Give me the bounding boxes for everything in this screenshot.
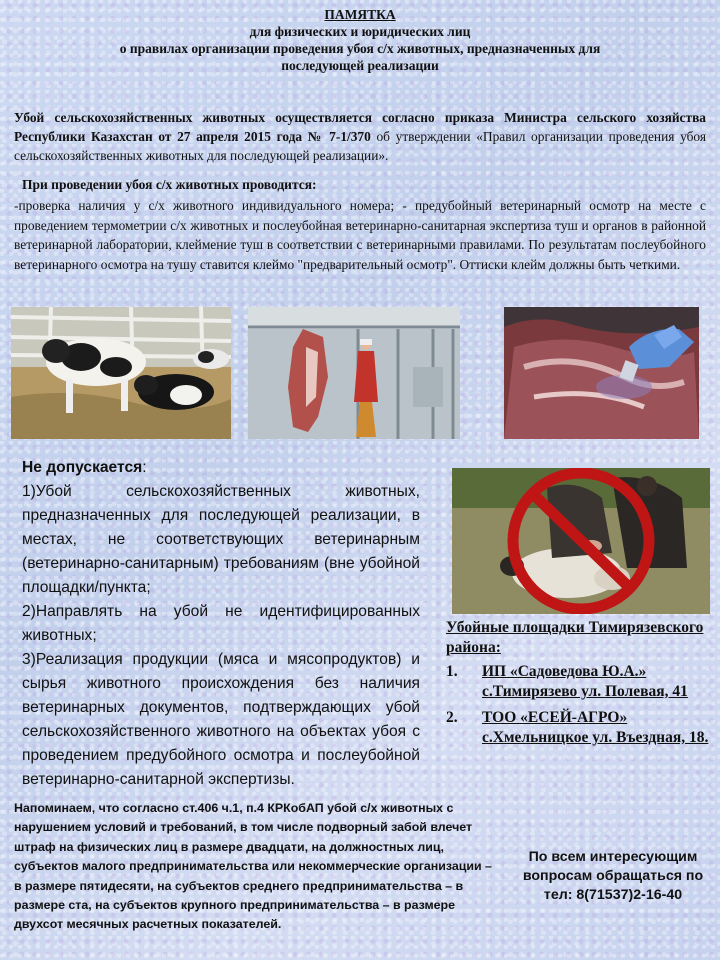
slaughter-places-list (446, 662, 714, 748)
contact-info: По всем интересующим вопросам обращаться по тел: 8(71537)2-16-40 (522, 849, 704, 903)
list-item-text: ТОО «ЕСЕЙ-АГРО» с.Хмельницкое ул. Въездная, 18. (482, 709, 709, 746)
list-item-text: ИП «Садоведова Ю.А.» с.Тимирязево ул. Полевая, 41 (482, 663, 688, 700)
slaughter-places-title: Убойные площадки Тимирязевского района: (446, 619, 704, 656)
slaughterhouse-photo (248, 307, 460, 439)
calves-photo (11, 307, 231, 439)
not-allowed-item-3: 3)Реализация продукции (мяса и мясопродуктов) и сырья животного происхождения без наличия ветеринарных документов, подтверждающих убой сельскохозяйственного животного на объектах убоя с проведением предубойного осмотра и послеубойной ветеринарно-санитарной экспертизы. (22, 651, 420, 788)
memo-subtitle-3: последующей реализации (281, 58, 439, 73)
procedure-title: При проведении убоя с/х животных проводится: (22, 177, 317, 192)
memo-title: ПАМЯТКА (324, 7, 396, 22)
list-item (446, 708, 714, 748)
prohibited-slaughter-photo (452, 468, 710, 614)
intro-bold: Убой сельскохозяйственных животных осуществляется согласно приказа Министра сельского хозяйства Республики Казахстан от 27 апреля 2015 года № 7-1/370 (14, 110, 706, 144)
not-allowed-title: Не допускается (22, 459, 143, 476)
intro-normal: об утверждении «Правил организации проведения убоя сельскохозяйственных животных для последующей реализации». (14, 129, 706, 163)
procedure-body: -проверка наличия у с/х животного индивидуального номера; - предубойный ветеринарный осмотр на месте с проведением термометрии с/х животных и послеубойная ветеринарно-санитарная экспертиза туш и органов в районной ветеринарной лаборатории, клеймение туш в соответствии с ветеринарными правилами. По результатам послеубойного ветеринарного осмотра на тушу ставится клеймо "предварительный осмотр". Оттиски клейм должны быть четкими. (14, 198, 706, 272)
memo-subtitle-2: о правилах организации проведения убоя с/х животных, предназначенных для (119, 41, 601, 56)
not-allowed-colon: : (142, 459, 147, 476)
not-allowed-section (22, 456, 420, 792)
slaughter-places-section (446, 618, 714, 754)
intro-paragraph (14, 108, 706, 165)
fine-notice: Напоминаем, что согласно ст.406 ч.1, п.4 КРКобАП убой с/х животных с нарушением условий и требований, в том числе подворный забой влечет штраф на физических лиц в размере двадцати, на должностных лиц, субъектов малого предпринимательства или некоммерческие организации – в размере пятидесяти, на субъектов среднего предпринимательства – в размере ста, на субъектов крупного предпринимательства – в размере двухсот месячных расчетных показателей. (14, 801, 492, 932)
memo-subtitle-1: для физических и юридических лиц (249, 24, 471, 39)
list-item-number: 2. (446, 709, 458, 726)
list-item (446, 662, 714, 702)
list-item-number: 1. (446, 663, 458, 680)
header (0, 6, 720, 74)
not-allowed-item-2: 2)Направлять на убой не идентифицированных животных; (22, 603, 420, 644)
meat-stamp-photo (504, 307, 699, 439)
not-allowed-item-1: 1)Убой сельскохозяйственных животных, предназначенных для последующей реализации, в местах, не соответствующих ветеринарным (ветеринарно-санитарным) требованиям (вне убойной площадки/пункта; (22, 483, 420, 596)
